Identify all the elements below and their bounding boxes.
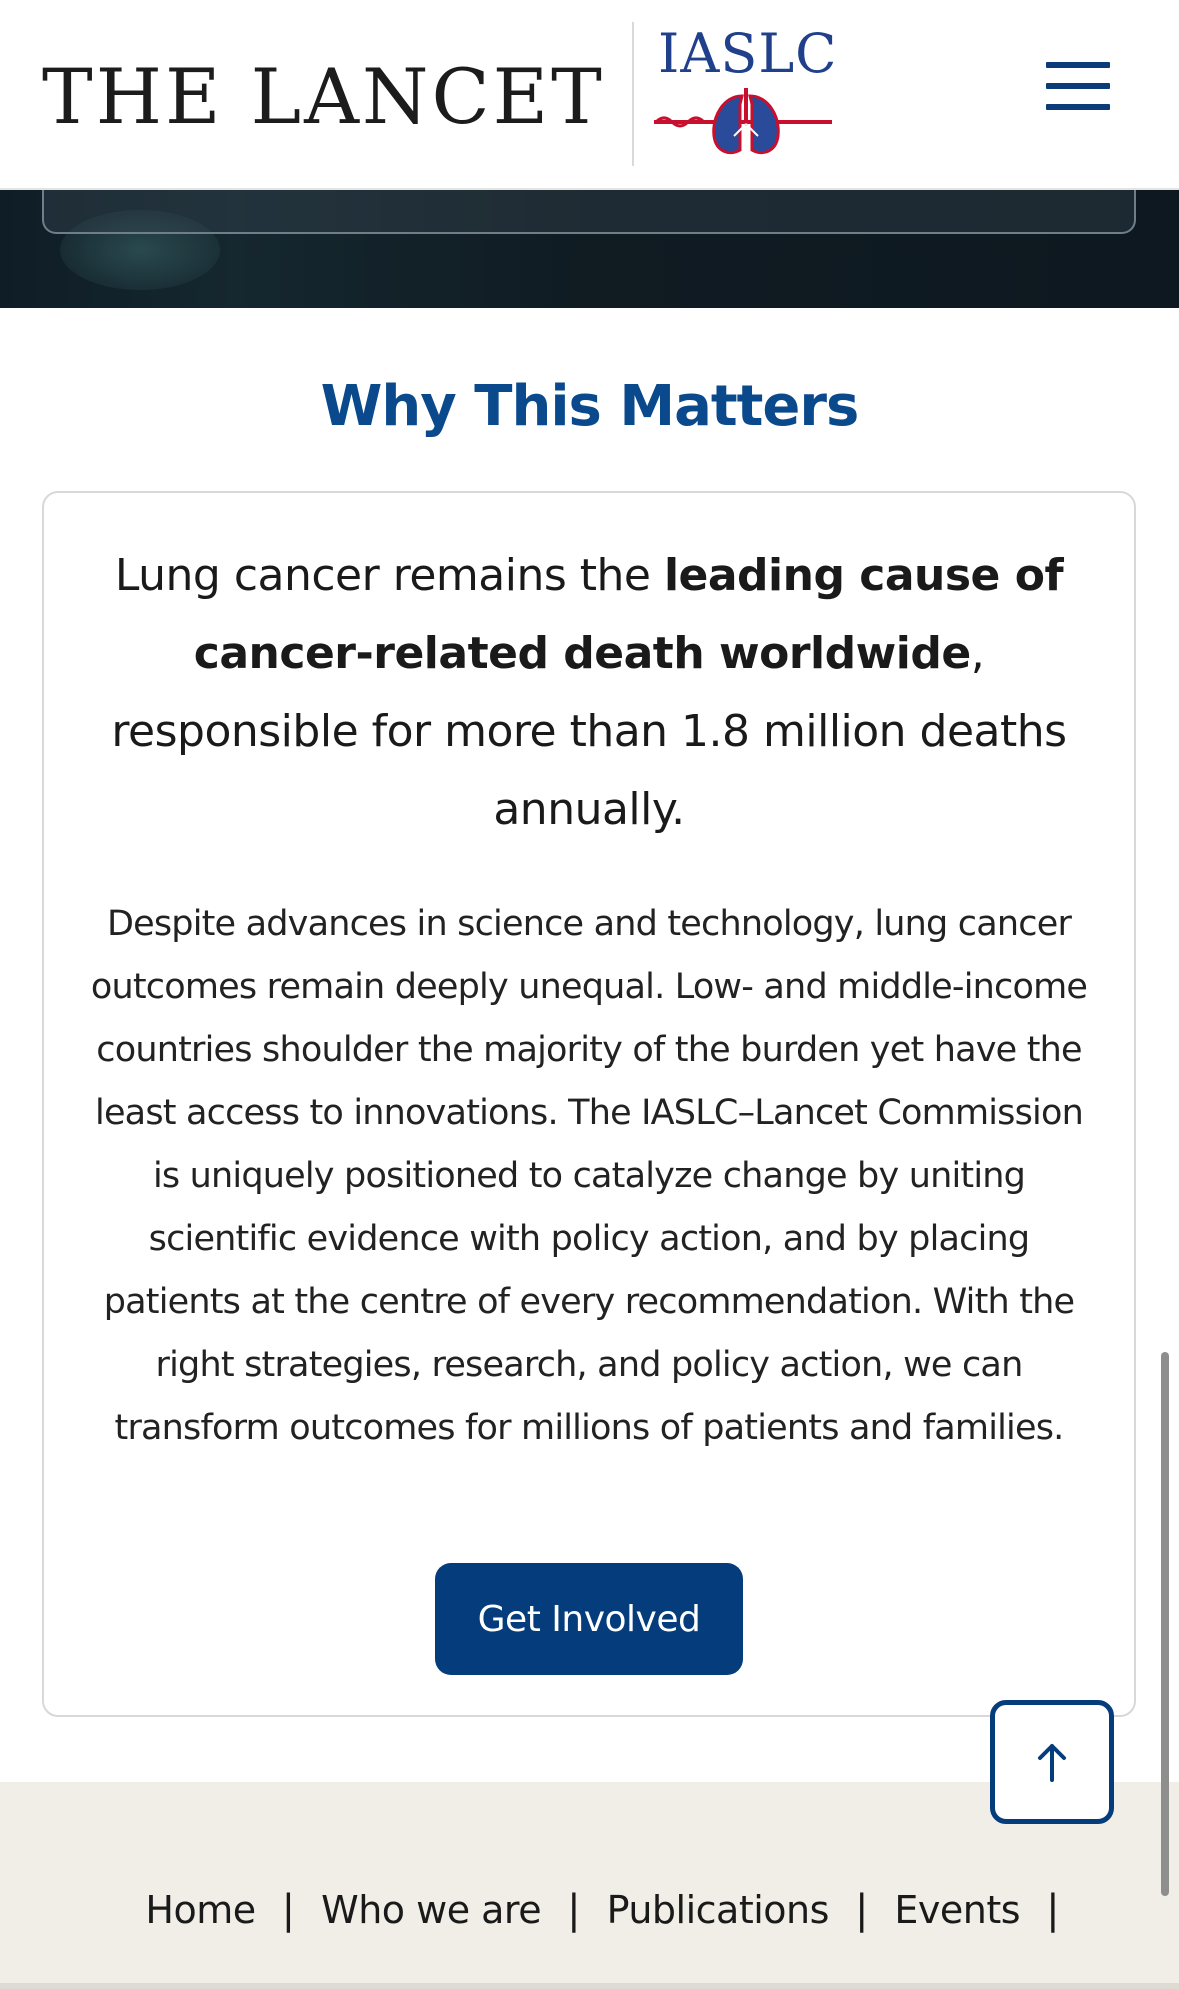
footer-nav bbox=[0, 1874, 1179, 1946]
footer-separator: | bbox=[567, 1887, 581, 1933]
iaslc-logo[interactable] bbox=[654, 22, 838, 162]
lead-text-start: Lung cancer remains the bbox=[114, 550, 664, 601]
menu-bar bbox=[1046, 104, 1110, 110]
footer-link-home[interactable]: Home bbox=[145, 1888, 256, 1932]
footer-separator: | bbox=[281, 1887, 296, 1933]
lead-text-emphasis: leading cause of cancer-related death worldwide bbox=[193, 550, 1064, 679]
get-involved-button[interactable]: Get Involved bbox=[435, 1563, 743, 1675]
section-title: Why This Matters bbox=[320, 374, 859, 439]
site-header bbox=[0, 0, 1179, 190]
why-matters-card bbox=[42, 491, 1136, 1717]
menu-button[interactable] bbox=[1046, 62, 1116, 122]
hero-banner-bottom bbox=[0, 190, 1179, 308]
card-lead-text bbox=[84, 537, 1094, 849]
lead-text-end: , responsible for more than 1.8 million deaths annually. bbox=[111, 628, 1067, 835]
footer-link-publications[interactable]: Publications bbox=[606, 1888, 829, 1932]
card-body-text: Despite advances in science and technology, lung cancer outcomes remain deeply unequal. Low- and middle-income countries shoulder the majority of the burden yet have the least access to innovations. The IASLC–Lancet Commission is uniquely positioned to catalyze change by uniting scientific evidence with policy action, and by placing patients at the centre of every recommendation. With the right strategies, research, and policy action, we can transform outcomes for millions of patients and families. bbox=[90, 904, 1088, 1448]
footer-rule bbox=[0, 1983, 1179, 1989]
footer-separator: | bbox=[854, 1887, 869, 1933]
arrow-up-icon bbox=[1032, 1740, 1072, 1784]
footer-link-who-we-are[interactable]: Who we are bbox=[321, 1888, 542, 1932]
menu-bar bbox=[1046, 62, 1110, 68]
lungs-emblem-icon bbox=[654, 86, 834, 162]
menu-bar bbox=[1046, 83, 1110, 89]
footer-separator: | bbox=[1046, 1887, 1060, 1933]
footer-link-events[interactable]: Events bbox=[894, 1888, 1021, 1932]
scrollbar-thumb[interactable] bbox=[1161, 1352, 1169, 1896]
logo-divider bbox=[632, 22, 634, 166]
lancet-logo[interactable]: THE LANCET bbox=[42, 52, 605, 141]
iaslc-logo-text: IASLC bbox=[658, 22, 838, 85]
back-to-top-button[interactable] bbox=[990, 1700, 1114, 1824]
